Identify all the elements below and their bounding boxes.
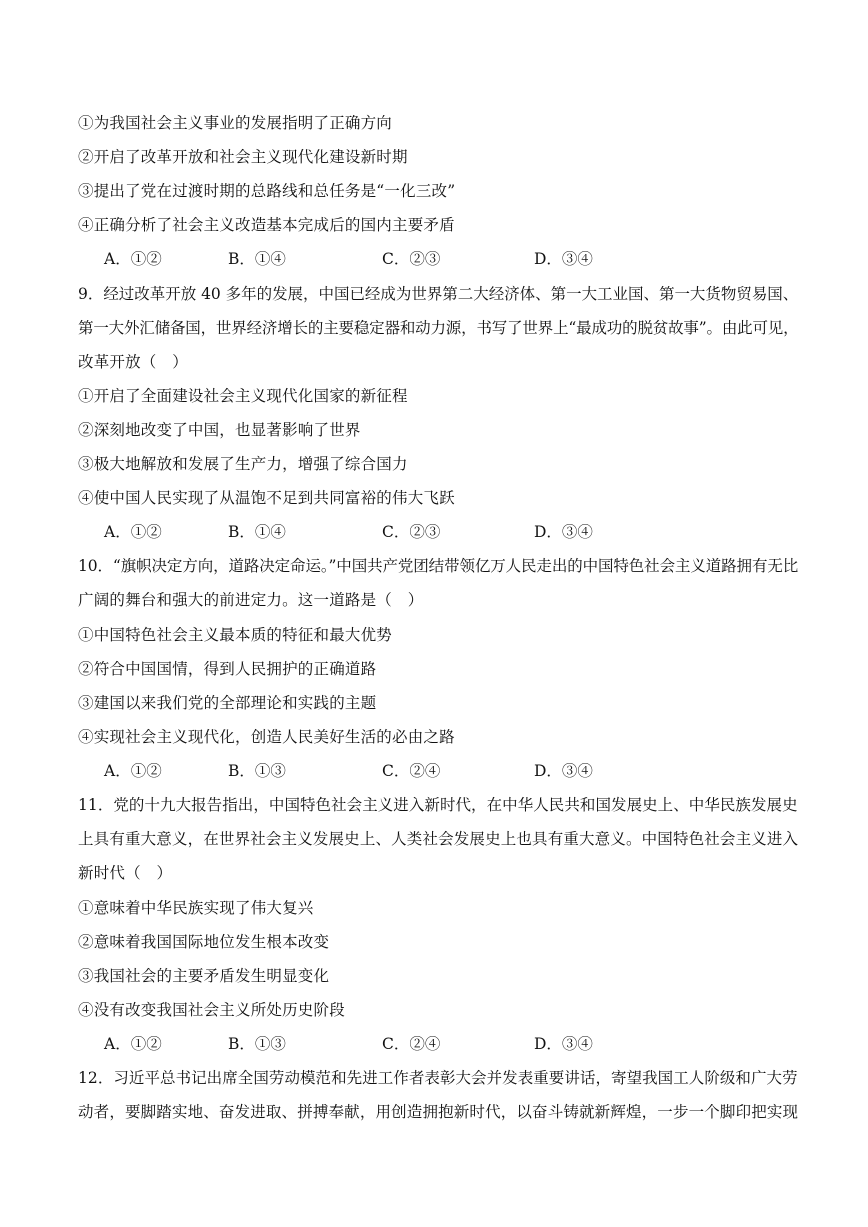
q11-stem-line-2: 上具有重大意义，在世界社会主义发展史上、人类社会发展史上也具有重大意义。中国特色社会主义进入 bbox=[78, 830, 799, 848]
q11-stem-line-1: 11．党的十九大报告指出，中国特色社会主义进入新时代，在中华人民共和国发展史上、中华民族发展史 bbox=[78, 796, 798, 814]
q11-stem-line-3: 新时代（ ） bbox=[78, 864, 173, 882]
q11-item-4: ④没有改变我国社会主义所处历史阶段 bbox=[78, 1001, 345, 1019]
q10-option-d: D．③④ bbox=[534, 762, 593, 780]
q8-item-1: ①为我国社会主义事业的发展指明了正确方向 bbox=[78, 114, 393, 132]
q9-options bbox=[104, 522, 704, 542]
q8-item-2: ②开启了改革开放和社会主义现代化建设新时期 bbox=[78, 148, 408, 166]
q11-item-2: ②意味着我国国际地位发生根本改变 bbox=[78, 933, 330, 951]
q10-stem-line-1: 10．“旗帜决定方向，道路决定命运。”中国共产党团结带领亿万人民走出的中国特色社会主义道路拥有无比 bbox=[78, 557, 799, 575]
q9-option-c: C．②③ bbox=[382, 523, 441, 541]
q11-option-b: B．①③ bbox=[228, 1035, 286, 1053]
q11-item-3: ③我国社会的主要矛盾发生明显变化 bbox=[78, 967, 330, 985]
q10-item-2: ②符合中国国情，得到人民拥护的正确道路 bbox=[78, 660, 377, 678]
q8-options bbox=[104, 249, 704, 269]
q8-item-3: ③提出了党在过渡时期的总路线和总任务是“一化三改” bbox=[78, 182, 456, 200]
q10-option-b: B．①③ bbox=[228, 762, 286, 780]
q9-stem-line-1: 9．经过改革开放 40 多年的发展，中国已经成为世界第二大经济体、第一大工业国、第一大货物贸易国、 bbox=[78, 285, 799, 303]
q8-option-d: D．③④ bbox=[534, 250, 593, 268]
q10-item-4: ④实现社会主义现代化，创造人民美好生活的必由之路 bbox=[78, 728, 455, 746]
q9-option-b: B．①④ bbox=[228, 523, 286, 541]
q8-option-c: C．②③ bbox=[382, 250, 441, 268]
q11-item-1: ①意味着中华民族实现了伟大复兴 bbox=[78, 899, 314, 917]
q10-item-3: ③建国以来我们党的全部理论和实践的主题 bbox=[78, 694, 377, 712]
q8-option-a: A．①② bbox=[104, 250, 162, 268]
q8-item-4: ④正确分析了社会主义改造基本完成后的国内主要矛盾 bbox=[78, 216, 455, 234]
q9-stem-line-2: 第一大外汇储备国，世界经济增长的主要稳定器和动力源，书写了世界上“最成功的脱贫故事”。由此可见， bbox=[78, 319, 799, 337]
q10-options bbox=[104, 761, 704, 781]
q8-option-b: B．①④ bbox=[228, 250, 286, 268]
q11-option-c: C．②④ bbox=[382, 1035, 441, 1053]
q9-item-4: ④使中国人民实现了从温饱不足到共同富裕的伟大飞跃 bbox=[78, 489, 455, 507]
q9-item-2: ②深刻地改变了中国，也显著影响了世界 bbox=[78, 421, 361, 439]
q12-stem-line-1: 12．习近平总书记出席全国劳动模范和先进工作者表彰大会并发表重要讲话，寄望我国工人阶级和广大劳 bbox=[78, 1069, 798, 1087]
q11-option-a: A．①② bbox=[104, 1035, 162, 1053]
q10-item-1: ①中国特色社会主义最本质的特征和最大优势 bbox=[78, 626, 393, 644]
q9-stem-line-3: 改革开放（ ） bbox=[78, 353, 188, 371]
q9-option-d: D．③④ bbox=[534, 523, 593, 541]
q11-option-d: D．③④ bbox=[534, 1035, 593, 1053]
q10-stem-line-2: 广阔的舞台和强大的前进定力。这一道路是（ ） bbox=[78, 591, 424, 609]
q12-stem-line-2: 动者，要脚踏实地、奋发进取、拼搏奉献，用创造拥抱新时代，以奋斗铸就新辉煌，一步一个脚印把实现 bbox=[78, 1103, 799, 1121]
q9-option-a: A．①② bbox=[104, 523, 162, 541]
q9-item-1: ①开启了全面建设社会主义现代化国家的新征程 bbox=[78, 387, 408, 405]
q10-option-a: A．①② bbox=[104, 762, 162, 780]
q11-options bbox=[104, 1034, 704, 1054]
q9-item-3: ③极大地解放和发展了生产力，增强了综合国力 bbox=[78, 455, 408, 473]
q10-option-c: C．②④ bbox=[382, 762, 441, 780]
